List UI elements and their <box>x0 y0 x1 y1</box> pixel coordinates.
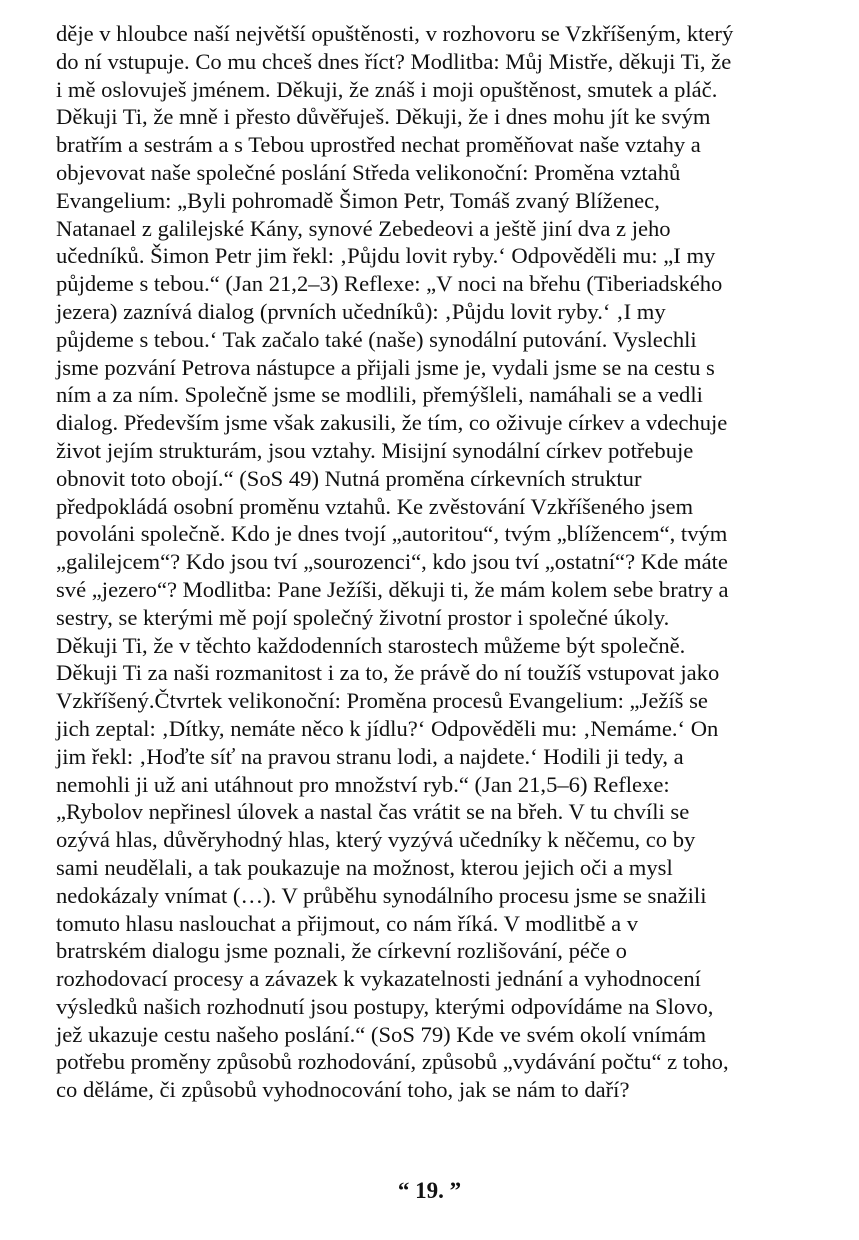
body-paragraph: děje v hloubce naší největší opuštěnosti, v rozhovoru se Vzkříšeným, který do ní vstupuje. Co mu chceš dnes říct? Modlitba: Můj Mistře, děkuji Ti, že i mě oslovuješ jménem. Děkuji, že znáš i moji opuštěnost, smutek a pláč. Děkuji Ti, že mně i přesto důvěřuješ. Děkuji, že i dnes mohu jít ke svým bratřím a sestrám a s Tebou uprostřed nechat proměňovat naše vztahy a objevovat naše společné poslání Středa velikonoční: Proměna vztahů Evangelium: „Byli pohromadě Šimon Petr, Tomáš zvaný Blíženec, Natanael z galilejské Kány, synové Zebedeovi a ještě jiní dva z jeho učedníků. Šimon Petr jim řekl: ‚Půjdu lovit ryby.‘ Odpověděli mu: „I my půjdeme s tebou.“ (Jan 21,2–3) Reflexe: „V noci na břehu (Tiberiadského jezera) zaznívá dialog (prvních učedníků): ‚Půjdu lovit ryby.‘ ‚I my půjdeme s tebou.‘ Tak začalo také (naše) synodální putování. Vyslechli jsme pozvání Petrova nástupce a přijali jsme je, vydali jsme se na cestu s ním a za ním. Společně jsme se modlili, přemýšleli, namáhali se a vedli dialog. Především jsme však zakusili, že tím, co oživuje církev a vdechuje život jejím strukturám, jsou vztahy. Misijní synodální církev potřebuje obnovit toto obojí.“ (SoS 49) Nutná proměna církevních struktur předpokládá osobní proměnu vztahů. Ke zvěstování Vzkříšeného jsem povoláni společně. Kdo je dnes tvojí „autoritou“, tvým „blížencem“, tvým „galilejcem“? Kdo jsou tví „sourozenci“, kdo jsou tví „ostatní“? Kde máte své „jezero“? Modlitba: Pane Ježíši, děkuji ti, že mám kolem sebe bratry a sestry, se kterými mě pojí společný životní prostor i společné úkoly. Děkuji Ti, že v těchto každodenních starostech můžeme být společně. Děkuji Ti za naši rozmanitost i za to, že právě do ní toužíš vstupovat jako Vzkříšený.Čtvrtek velikonoční: Proměna procesů Evangelium: „Ježíš se jich zeptal: ‚Dítky, nemáte něco k jídlu?‘ Odpověděli mu: ‚Nemáme.‘ On jim řekl: ‚Hoďte síť na pravou stranu lodi, a najdete.‘ Hodili ji tedy, a nemohli ji už ani utáhnout pro množství ryb.“ (Jan 21,5–6) Reflexe: „Rybolov nepřinesl úlovek a nastal čas vrátit se na břeh. V tu chvíli se ozývá hlas, důvěryhodný hlas, který vyzývá učedníky k něčemu, co by sami neudělali, a tak poukazuje na možnost, kterou jejich oči a mysl nedokázaly vnímat (…). V průběhu synodálního procesu jsme se snažili tomuto hlasu naslouchat a přijmout, co nám říká. V modlitbě a v bratrském dialogu jsme poznali, že církevní rozlišování, péče o rozhodovací procesy a závazek k vykazatelnosti jednání a vyhodnocení výsledků našich rozhodnutí jsou postupy, kterými odpovídáme na Slovo, jež ukazuje cestu našeho poslání.“ (SoS 79) Kde ve svém okolí vnímám potřebu proměny způsobů rozhodování, způsobů „vydávání počtu“ z toho, co děláme, či způsobů vyhodnocování toho, jak se nám to daří? <box>56 21 734 1103</box>
document-page <box>56 20 808 1104</box>
page-number: “ 19. ” <box>397 1178 462 1203</box>
